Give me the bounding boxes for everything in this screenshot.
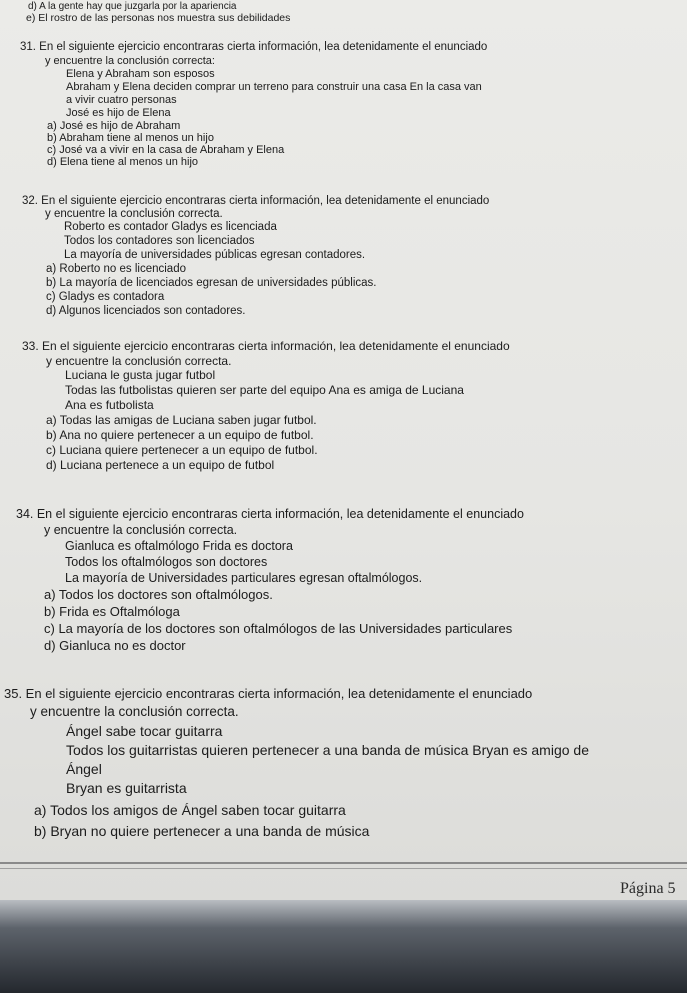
question-33-premise-1: Luciana le gusta jugar futbol	[65, 368, 216, 382]
question-34-premise-1: Gianluca es oftalmólogo Frida es doctora	[65, 539, 293, 553]
question-33-option-b: b) Ana no quiere pertenecer a un equipo de futbol.	[46, 428, 314, 442]
page-number: Página 5	[620, 880, 676, 897]
question-32-option-a: a) Roberto no es licenciado	[46, 263, 186, 275]
question-35-premise-3: Ángel	[66, 761, 102, 777]
question-32-premise-2: Todos los contadores son licenciados	[64, 235, 255, 247]
previous-option-e: e) El rostro de las personas nos muestra sus debilidades	[26, 12, 291, 24]
question-31-subheading: y encuentre la conclusión correcta:	[45, 55, 215, 67]
question-34-premise-2: Todos los oftalmólogos son doctores	[65, 555, 268, 569]
question-35-premise-4: Bryan es guitarrista	[66, 780, 187, 796]
question-31-option-b: b) Abraham tiene al menos un hijo	[47, 132, 214, 144]
question-31-premise-4: José es hijo de Elena	[66, 107, 171, 119]
question-34-subheading: y encuentre la conclusión correcta.	[44, 523, 238, 537]
question-33-subheading: y encuentre la conclusión correcta.	[46, 354, 232, 368]
question-35-subheading: y encuentre la conclusión correcta.	[30, 704, 239, 719]
question-34-premise-3: La mayoría de Universidades particulares egresan oftalmólogos.	[65, 571, 423, 585]
question-33-option-a: a) Todas las amigas de Luciana saben jugar futbol.	[46, 413, 317, 427]
question-34-option-a: a) Todos los doctores son oftalmólogos.	[44, 587, 273, 602]
page-shadow	[0, 900, 687, 993]
question-33-option-c: c) Luciana quiere pertenecer a un equipo de futbol.	[46, 443, 318, 457]
question-31-option-c: c) José va a vivir en la casa de Abraham y Elena	[47, 144, 285, 156]
question-31-premise-1: Elena y Abraham son esposos	[66, 68, 215, 80]
question-32-option-d: d) Algunos licenciados son contadores.	[46, 305, 246, 317]
question-35-premise-1: Ángel sabe tocar guitarra	[66, 723, 223, 739]
question-34-option-c: c) La mayoría de los doctores son oftalmólogos de las Universidades particulares	[44, 621, 513, 636]
footer-rule-lower	[0, 868, 687, 869]
question-32-premise-3: La mayoría de universidades públicas egresan contadores.	[64, 249, 366, 261]
question-32-heading: 32. En el siguiente ejercicio encontraras cierta información, lea detenidamente el enunciado	[22, 195, 490, 207]
previous-option-d: d) A la gente hay que juzgarla por la apariencia	[28, 1, 237, 12]
question-31-premise-3: a vivir cuatro personas	[66, 94, 177, 106]
question-33-heading: 33. En el siguiente ejercicio encontraras cierta información, lea detenidamente el enunciado	[22, 339, 510, 353]
footer-rule-upper	[0, 862, 687, 864]
question-33-premise-2: Todas las futbolistas quieren ser parte del equipo Ana es amiga de Luciana	[65, 383, 464, 397]
question-34-option-d: d) Gianluca no es doctor	[44, 638, 186, 653]
question-32-premise-1: Roberto es contador Gladys es licenciada	[64, 221, 277, 233]
question-32-option-c: c) Gladys es contadora	[46, 291, 165, 303]
question-31-premise-2: Abraham y Elena deciden comprar un terreno para construir una casa En la casa van	[66, 81, 482, 93]
question-34-heading: 34. En el siguiente ejercicio encontraras cierta información, lea detenidamente el enunciado	[16, 507, 524, 521]
question-35-heading: 35. En el siguiente ejercicio encontraras cierta información, lea detenidamente el enunciado	[4, 686, 533, 701]
question-31-option-a: a) José es hijo de Abraham	[47, 120, 181, 132]
question-34-option-b: b) Frida es Oftalmóloga	[44, 604, 180, 619]
question-32-option-b: b) La mayoría de licenciados egresan de universidades públicas.	[46, 277, 377, 289]
question-35-option-a: a) Todos los amigos de Ángel saben tocar guitarra	[34, 802, 346, 818]
question-32-subheading: y encuentre la conclusión correcta.	[45, 208, 223, 220]
question-31-heading: 31. En el siguiente ejercicio encontraras cierta información, lea detenidamente el enunciado	[20, 41, 488, 53]
question-31-option-d: d) Elena tiene al menos un hijo	[47, 156, 199, 168]
question-33-premise-3: Ana es futbolista	[65, 398, 154, 412]
question-35-premise-2: Todos los guitarristas quieren pertenecer a una banda de música Bryan es amigo de	[66, 742, 589, 758]
question-35-option-b: b) Bryan no quiere pertenecer a una banda de música	[34, 823, 370, 839]
question-33-option-d: d) Luciana pertenece a un equipo de futbol	[46, 458, 275, 472]
